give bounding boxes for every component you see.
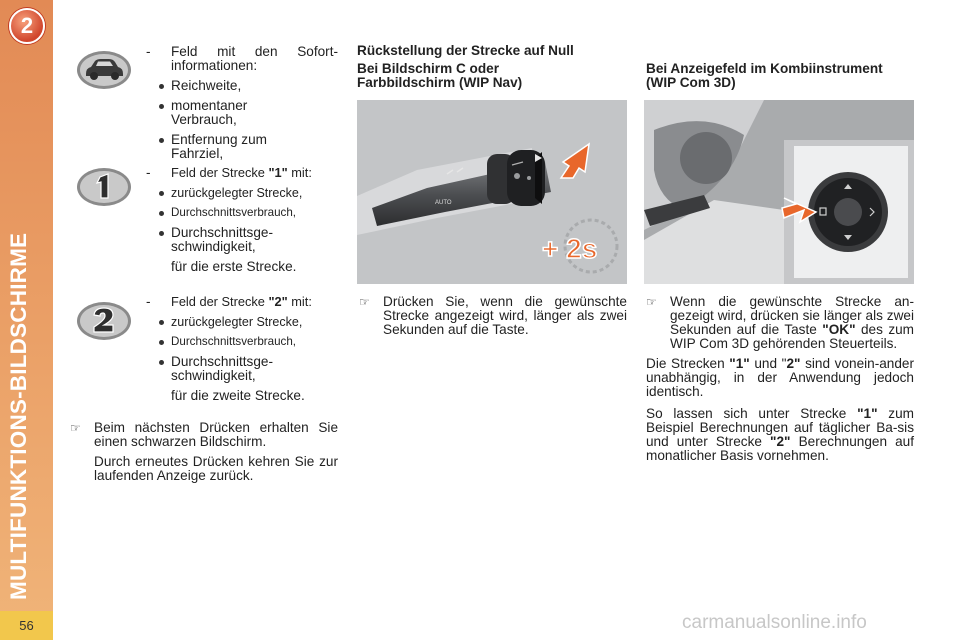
list-item: Durchschnittsge-schwindigkeit, [154,355,311,383]
trip-2-section [146,295,342,403]
pointing-hand-icon: ☞ [70,421,81,435]
section-note: für die erste Strecke. [171,259,297,274]
section-subheading: Bei Bildschirm C oder Farbbildschirm (WIP Nav) [357,61,523,90]
list-dash: - [146,294,151,309]
chapter-sidebar [0,0,53,640]
hint-text: Beim nächsten Drücken erhalten Sie einen schwarzen Bildschirm. [94,420,338,449]
car-icon [76,49,132,91]
info-field-section [146,45,338,167]
chapter-badge: 2 [9,8,45,44]
list-item: momentaner Verbrauch, [154,99,301,127]
list-item: Entfernung zum Fahrziel, [154,133,301,161]
pointing-hand-icon: ☞ [359,295,370,309]
paragraph: Die Strecken "1" und "2" sind vonein-ander unabhängig, in der Anwendung jedoch identisch. [646,356,914,399]
section-heading: Rückstellung der Strecke auf Null [357,43,574,58]
section-intro: Feld der Strecke "2" mit: [171,294,312,309]
list-item: zurückgelegter Strecke, [154,186,342,200]
timer-label: + 2s [542,233,598,264]
instrument-cluster-photo [644,100,914,284]
list-item: Durchschnittsge-schwindigkeit, [154,226,311,254]
list-dash: - [146,44,151,59]
steering-stalk-photo [357,100,627,284]
number-two-icon [76,300,132,342]
hint-text: Durch erneutes Drücken kehren Sie zur laufenden Anzeige zurück. [94,454,338,483]
section-note: für die zweite Strecke. [171,388,305,403]
list-item: Reichweite, [154,79,338,93]
hint-text: Wenn die gewünschte Strecke an-gezeigt wird, drücken sie länger als zwei Sekunden auf die Taste "OK" des zum WIP Com 3D gehörenden Steuerteils. [670,294,914,351]
list-item: Durchschnittsverbrauch, [154,206,342,220]
list-dash: - [146,165,151,180]
chapter-title: MULTIFUNKTIONS-BILDSCHIRME [6,232,31,600]
watermark: carmanualsonline.info [682,612,867,633]
section-intro: Feld der Strecke "1" mit: [171,165,312,180]
trip-1-section [146,166,342,274]
section-subheading: Bei Anzeigefeld im Kombiinstrument (WIP Com 3D) [646,61,883,90]
paragraph: So lassen sich unter Strecke "1" zum Beispiel Berechnungen auf täglicher Ba-sis und unter Strecke "2" Berechnungen auf monatlicher Basis vornehmen. [646,406,914,463]
hint-block [359,295,627,337]
number-one-icon [76,166,132,208]
hint-text: Drücken Sie, wenn die gewünschte Strecke angezeigt wird, länger als zwei Sekunden auf die Taste. [383,294,627,337]
page-number: 56 [0,611,53,640]
right-text-block [646,295,914,471]
list-item: zurückgelegter Strecke, [154,315,342,329]
auto-label: AUTO [435,200,452,206]
hint-block [70,421,338,483]
hint-block [646,295,914,351]
section-intro: Feld mit den Sofort-informationen: [171,44,338,73]
wip-com-control-pad [808,172,888,252]
pointing-hand-icon: ☞ [646,295,657,309]
list-item: Durchschnittsverbrauch, [154,335,342,349]
